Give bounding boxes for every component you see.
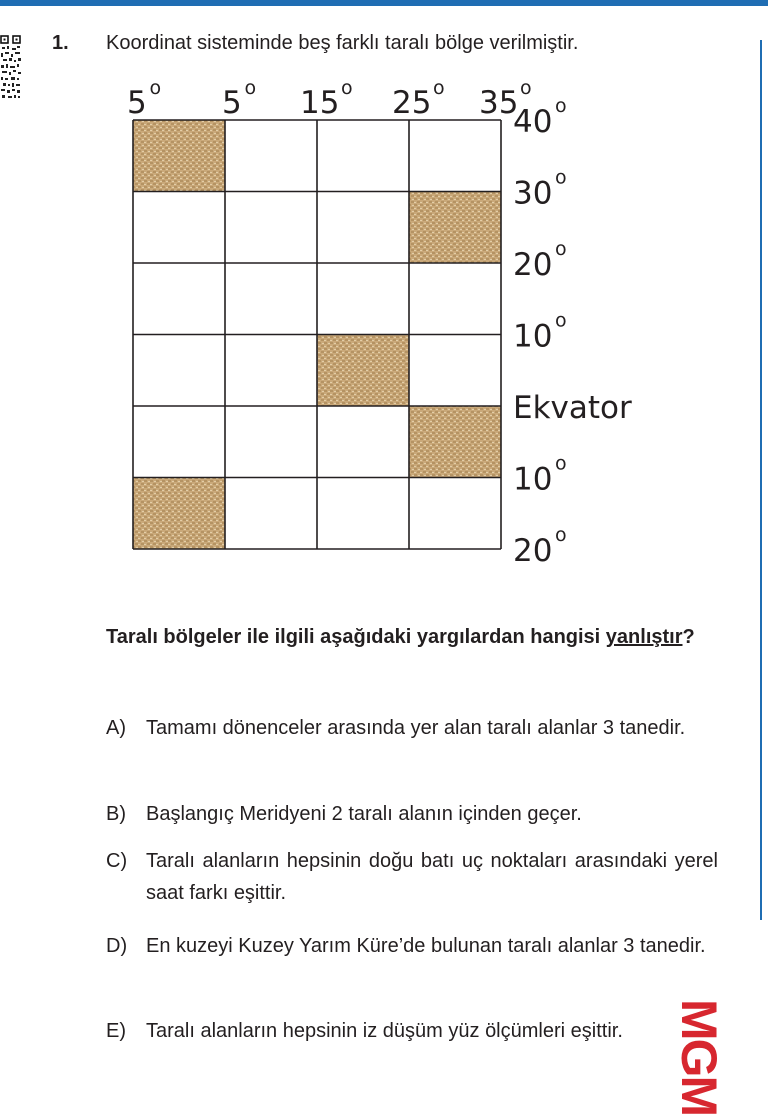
degree-symbol: o — [555, 95, 567, 117]
logo-text: MGM — [671, 999, 727, 1115]
option-text: Başlangıç Meridyeni 2 taralı alanın içinden geçer. — [146, 803, 582, 825]
degree-symbol: o — [433, 77, 445, 99]
degree-symbol: o — [341, 77, 353, 99]
option-c[interactable] — [106, 845, 718, 909]
degree-symbol: o — [520, 77, 532, 99]
option-letter: D) — [106, 935, 128, 957]
option-d[interactable] — [106, 930, 718, 962]
longitude-label: 15 — [300, 85, 340, 121]
shaded-area — [133, 478, 225, 550]
degree-symbol: o — [555, 524, 567, 546]
latitude-label: 20 — [513, 533, 553, 569]
degree-symbol: o — [555, 166, 567, 189]
option-e[interactable] — [106, 1015, 718, 1047]
shaded-area — [409, 192, 501, 264]
question-stem: Koordinat sisteminde beş farklı taralı bölge verilmiştir. — [106, 32, 579, 54]
option-text: En kuzeyi Kuzey Yarım Küre’de bulunan taralı alanlar 3 tanedir. — [146, 935, 706, 957]
prompt-end: ? — [682, 626, 695, 648]
option-letter: C) — [106, 850, 128, 872]
degree-symbol: o — [149, 77, 162, 99]
longitude-label: 25 — [392, 85, 432, 121]
shaded-area — [317, 335, 409, 407]
prompt-underlined: yanlıştır — [605, 626, 683, 648]
degree-symbol: o — [555, 452, 567, 475]
question-prompt — [106, 622, 714, 653]
option-text: Taralı alanların hepsinin iz düşüm yüz ölçümleri eşittir. — [146, 1020, 623, 1042]
publisher-logo — [671, 963, 768, 1115]
latitude-label: 40 — [513, 104, 553, 140]
option-text: Taralı alanların hepsinin doğu batı uç noktaları arasındaki yerel saat farkı eşittir. — [146, 850, 718, 904]
option-letter: B) — [106, 803, 126, 825]
longitude-label: 35 — [479, 85, 519, 121]
option-text: Tamamı dönenceler arasında yer alan taralı alanlar 3 tanedir. — [146, 717, 686, 739]
option-b[interactable] — [106, 798, 718, 830]
prompt-text: Taralı bölgeler ile ilgili aşağıdaki yargılardan hangisi — [106, 626, 606, 648]
shaded-area — [409, 406, 501, 478]
longitude-label: 5 — [222, 85, 242, 121]
latitude-label: Ekvator — [513, 390, 632, 426]
shaded-area — [133, 120, 225, 192]
latitude-label: 10 — [513, 318, 553, 355]
question-number: 1. — [52, 32, 69, 54]
option-a[interactable] — [106, 712, 718, 744]
option-letter: E) — [106, 1020, 126, 1042]
degree-symbol: o — [244, 77, 257, 99]
longitude-label: 5 — [127, 85, 147, 121]
latitude-label: 20 — [513, 247, 553, 283]
latitude-label: 10 — [513, 461, 553, 498]
latitude-label: 30 — [513, 175, 553, 212]
degree-symbol: o — [555, 309, 567, 332]
option-letter: A) — [106, 717, 126, 739]
degree-symbol: o — [555, 238, 567, 260]
